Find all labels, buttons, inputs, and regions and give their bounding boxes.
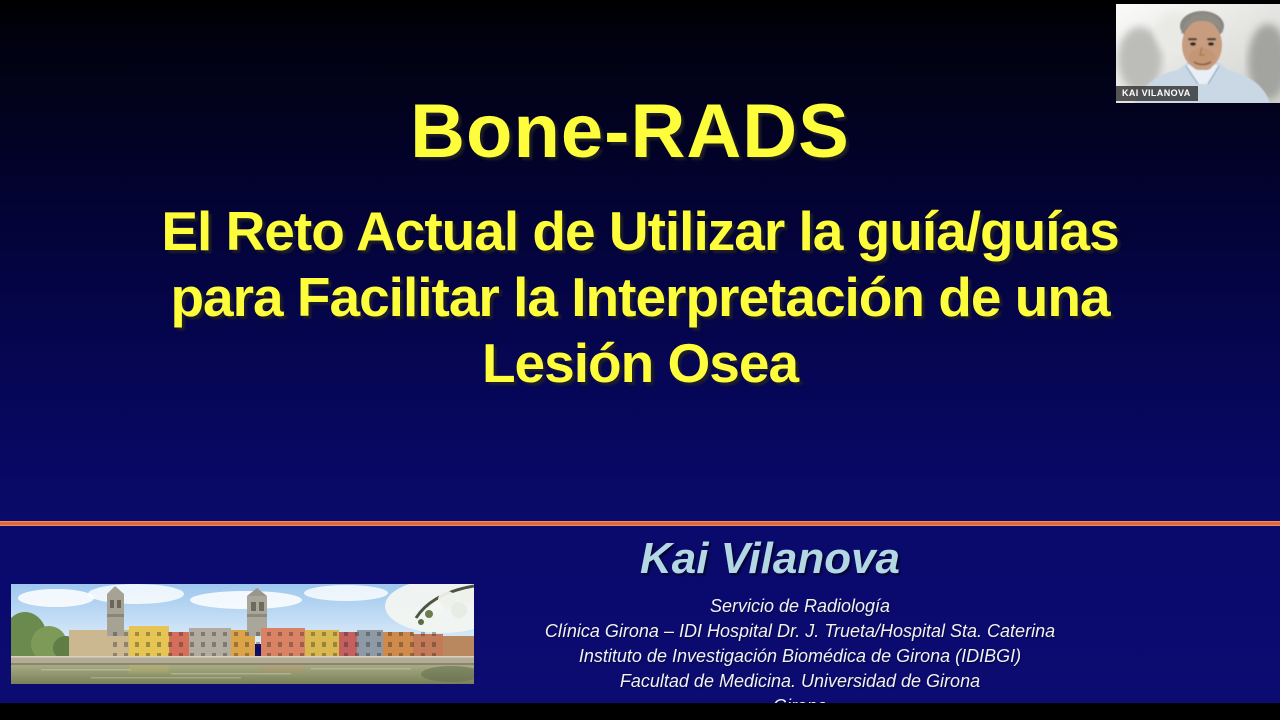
speaker-affiliations [480,594,1120,719]
girona-riverfront-photo [11,584,474,684]
affiliation-line: Servicio de Radiología [709,596,891,616]
divider-line [0,521,1280,526]
bottom-letterbox-bar [0,703,1280,720]
webcam-name-label: KAI VILANOVA [1116,86,1198,101]
webcam-video-tile[interactable] [1116,4,1280,103]
affiliation-line: Clínica Girona – IDI Hospital Dr. J. Trueta/Hospital Sta. Caterina [544,621,1056,641]
affiliation-line: Instituto de Investigación Biomédica de Girona (IDIBGI) [578,646,1022,666]
speaker-name: Kai Vilanova [639,534,901,583]
subtitle-line: Lesión Osea [481,332,799,394]
slide-title: Bone-RADS [410,89,850,174]
slide-subtitle [0,198,1280,396]
affiliation-line: Facultad de Medicina. Universidad de Girona [619,671,981,691]
subtitle-line: para Facilitar la Interpretación de una [170,266,1110,328]
subtitle-line: El Reto Actual de Utilizar la guía/guías [161,200,1119,262]
